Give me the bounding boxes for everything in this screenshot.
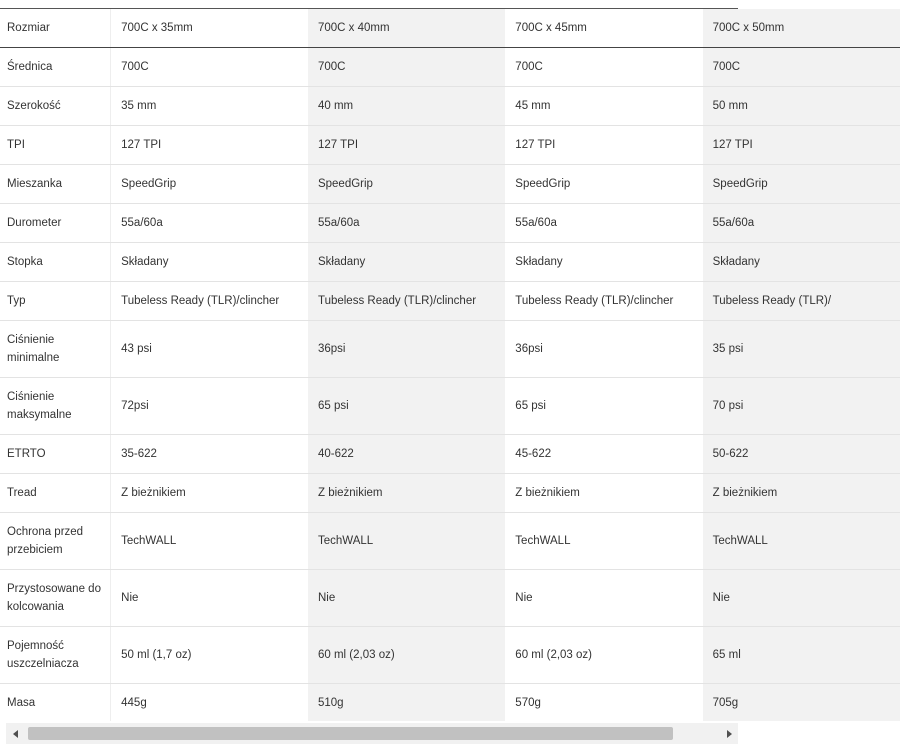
table-cell: 127 TPI (308, 126, 505, 165)
table-row (0, 48, 900, 87)
table-cell: 35 mm (111, 87, 308, 126)
table-cell: 36psi (308, 321, 505, 378)
table-cell: 70 psi (703, 378, 900, 435)
arrow-right-icon (727, 730, 732, 738)
table-cell: 65 ml (703, 627, 900, 684)
table-row (0, 87, 900, 126)
row-label: Przystosowane do kolcowania (0, 570, 111, 627)
table-cell: 43 psi (111, 321, 308, 378)
table-cell: TechWALL (703, 513, 900, 570)
spec-table (0, 9, 900, 721)
table-cell: Składany (111, 243, 308, 282)
row-label: Ciśnienie maksymalne (0, 378, 111, 435)
table-row (0, 684, 900, 722)
table-cell: 705g (703, 684, 900, 722)
table-row (0, 627, 900, 684)
table-cell: SpeedGrip (111, 165, 308, 204)
table-cell: Nie (308, 570, 505, 627)
row-label: Szerokość (0, 87, 111, 126)
scroll-left-button[interactable] (6, 723, 24, 744)
table-cell: Tubeless Ready (TLR)/clincher (111, 282, 308, 321)
table-cell: Tubeless Ready (TLR)/ (703, 282, 900, 321)
table-cell: Nie (111, 570, 308, 627)
table-cell: 55a/60a (505, 204, 702, 243)
table-cell: 40 mm (308, 87, 505, 126)
table-cell: Z bieżnikiem (703, 474, 900, 513)
table-cell: 35 psi (703, 321, 900, 378)
row-label: Mieszanka (0, 165, 111, 204)
table-cell: 127 TPI (505, 126, 702, 165)
table-cell: 700C (703, 48, 900, 87)
spec-table-viewport[interactable] (0, 8, 832, 724)
row-label: Masa (0, 684, 111, 722)
scrollbar-thumb[interactable] (28, 727, 673, 740)
row-label: Pojemność uszczelniacza (0, 627, 111, 684)
table-cell: 127 TPI (111, 126, 308, 165)
table-row (0, 378, 900, 435)
table-cell: 700C (111, 48, 308, 87)
table-row (0, 570, 900, 627)
table-cell: 700C (505, 48, 702, 87)
table-cell: Nie (505, 570, 702, 627)
header-row (0, 9, 900, 48)
header-label: Rozmiar (0, 9, 111, 48)
table-cell: SpeedGrip (703, 165, 900, 204)
table-cell: 40-622 (308, 435, 505, 474)
scroll-right-button[interactable] (720, 723, 738, 744)
table-row (0, 165, 900, 204)
table-cell: 60 ml (2,03 oz) (505, 627, 702, 684)
table-cell: 510g (308, 684, 505, 722)
table-cell: Tubeless Ready (TLR)/clincher (308, 282, 505, 321)
table-row (0, 204, 900, 243)
row-label: Ochrona przed przebiciem (0, 513, 111, 570)
table-cell: 50 ml (1,7 oz) (111, 627, 308, 684)
table-cell: 72psi (111, 378, 308, 435)
table-cell: TechWALL (308, 513, 505, 570)
table-cell: 50-622 (703, 435, 900, 474)
row-label: Tread (0, 474, 111, 513)
table-cell: Z bieżnikiem (308, 474, 505, 513)
table-cell: Składany (703, 243, 900, 282)
table-cell: 55a/60a (111, 204, 308, 243)
table-row (0, 243, 900, 282)
table-row (0, 126, 900, 165)
table-cell: Nie (703, 570, 900, 627)
table-cell: TechWALL (111, 513, 308, 570)
table-cell: TechWALL (505, 513, 702, 570)
table-row (0, 321, 900, 378)
horizontal-scrollbar[interactable] (6, 723, 738, 744)
table-cell: 45 mm (505, 87, 702, 126)
table-cell: 55a/60a (703, 204, 900, 243)
table-cell: Tubeless Ready (TLR)/clincher (505, 282, 702, 321)
table-cell: 445g (121, 696, 147, 709)
arrow-left-icon (13, 730, 18, 738)
row-label: Ciśnienie minimalne (0, 321, 111, 378)
table-cell: 65 psi (308, 378, 505, 435)
row-label: Typ (0, 282, 111, 321)
table-cell: 35-622 (111, 435, 308, 474)
row-label: TPI (0, 126, 111, 165)
table-cell: 570g (515, 696, 541, 709)
table-cell: 50 mm (703, 87, 900, 126)
row-label: Stopka (0, 243, 111, 282)
table-cell: 55a/60a (308, 204, 505, 243)
table-cell: SpeedGrip (308, 165, 505, 204)
table-cell: SpeedGrip (505, 165, 702, 204)
table-cell: Składany (308, 243, 505, 282)
column-header: 700C x 45mm (505, 9, 702, 48)
table-cell: Składany (505, 243, 702, 282)
row-label: ETRTO (0, 435, 111, 474)
table-row (0, 282, 900, 321)
table-row (0, 435, 900, 474)
row-label: Średnica (0, 48, 111, 87)
table-cell: 65 psi (505, 378, 702, 435)
column-header: 700C x 50mm (703, 9, 900, 48)
table-row (0, 513, 900, 570)
table-cell: 700C (308, 48, 505, 87)
table-cell: 36psi (505, 321, 702, 378)
column-header: 700C x 35mm (111, 9, 308, 48)
row-label: Durometer (0, 204, 111, 243)
table-cell: 45-622 (505, 435, 702, 474)
table-cell: Z bieżnikiem (505, 474, 702, 513)
table-cell: Z bieżnikiem (111, 474, 308, 513)
column-header: 700C x 40mm (308, 9, 505, 48)
table-row (0, 474, 900, 513)
table-cell: 127 TPI (703, 126, 900, 165)
table-cell: 60 ml (2,03 oz) (308, 627, 505, 684)
